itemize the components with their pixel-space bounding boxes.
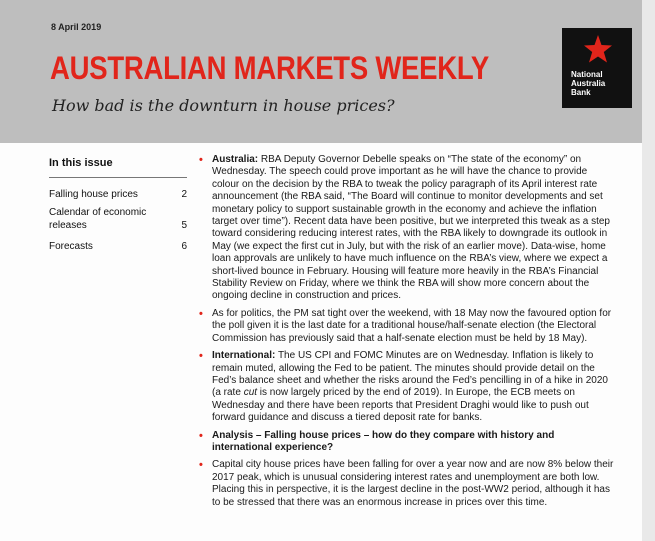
- bullet-text: As for politics, the PM sat tight over the weekend, with 18 May now the favoured option for the poll given it is the last date for a traditional house/half-senate election (the Electoral Commission has previously said that a half-senate election must be held by 18 May).: [212, 307, 612, 344]
- bullet-text: The US CPI and FOMC Minutes are on Wednesday. Inflation is likely to remain muted, allowing the Fed to be patient. The minutes should provide detail on the Fed’s balance sheet and whether the risks around the Fed’s pencilling in of a hike in 2020 (a rate: [212, 350, 608, 399]
- bullet-marker: •: [199, 459, 203, 472]
- bullet-marker: •: [199, 350, 203, 363]
- bullet-italic: cut: [243, 387, 258, 399]
- bullet-marker: •: [199, 154, 203, 166]
- bullet-marker: •: [199, 307, 203, 320]
- report-subtitle: How bad is the downturn in house prices?: [52, 96, 395, 115]
- bullet-house-prices: [195, 459, 615, 509]
- star-icon: [581, 34, 615, 68]
- sidebar-heading: In this issue: [49, 157, 187, 178]
- page-edge: [642, 0, 655, 541]
- bullet-lead: Analysis – Falling house prices – how do they compare with history and international experience?: [212, 429, 555, 453]
- nab-logo: [562, 28, 632, 108]
- toc-item-label: Forecasts: [49, 241, 93, 252]
- report-title: AUSTRALIAN MARKETS WEEKLY: [50, 50, 489, 86]
- logo-wordmark: National Australia Bank: [571, 70, 606, 97]
- toc-item[interactable]: [49, 206, 187, 232]
- bullet-analysis: [195, 430, 615, 455]
- toc-item-label: Calendar of economic releases: [49, 207, 147, 231]
- bullet-text: is now largely priced by the end of 2019). In Europe, the ECB meets on Wednesday and there have been reports that President Draghi would like to push out forward guidance and discuss a tiered deposit rate for banks.: [212, 387, 589, 424]
- toc-item-label: Falling house prices: [49, 189, 138, 200]
- issue-date: 8 April 2019: [51, 22, 102, 32]
- bullet-international: [195, 350, 615, 424]
- bullet-text: Capital city house prices have been falling for over a year now and are now 8% below their 2017 peak, which is unusual considering interest rates and unemployment are both low. Placing this in perspective, it is the largest decline in the post-WW2 period, although it has to be stressed that there was an enormous increase in prices over this time.: [212, 459, 614, 508]
- bullet-australia: [195, 154, 615, 303]
- toc-item[interactable]: [49, 240, 187, 253]
- toc-item[interactable]: [49, 188, 187, 201]
- toc-item-page: 6: [181, 241, 187, 252]
- toc-item-page: 5: [181, 220, 187, 231]
- bullet-politics: [195, 308, 615, 345]
- toc-item-page: 2: [181, 189, 187, 200]
- report-header: [0, 0, 642, 143]
- bullet-lead: Australia:: [212, 154, 259, 165]
- main-content: [195, 154, 615, 509]
- bullet-lead: International:: [212, 350, 276, 362]
- bullet-text: RBA Deputy Governor Debelle speaks on “The state of the economy” on Wednesday. The speech could prove important as he will have the chance to provide colour on the decision by the RBA to tweak the policy paragraph of its April interest rate announcement (the RBA said, “The Board will continue to monitor developments and set monetary policy to support sustainable growth in the economy and achieve the inflation target over time”). Recent data have been positive, but we interpreted this tweak as a step toward considering reducing interest rates, with the RBA likely to downgrade its outlook in May (we expect the first cut in July, but with the risk of an earlier move). Data-wise, home loan approvals are unlikely to have much influence on the RBA’s view, where we expect a short-lived bounce in February. Housing will feature more heavily in the RBA’s Financial Stability Review on Friday, where we think the RBA will show more concern about the ongoing decline in construction and prices.: [212, 154, 610, 302]
- in-this-issue-sidebar: [49, 157, 187, 253]
- bullet-marker: •: [199, 429, 203, 442]
